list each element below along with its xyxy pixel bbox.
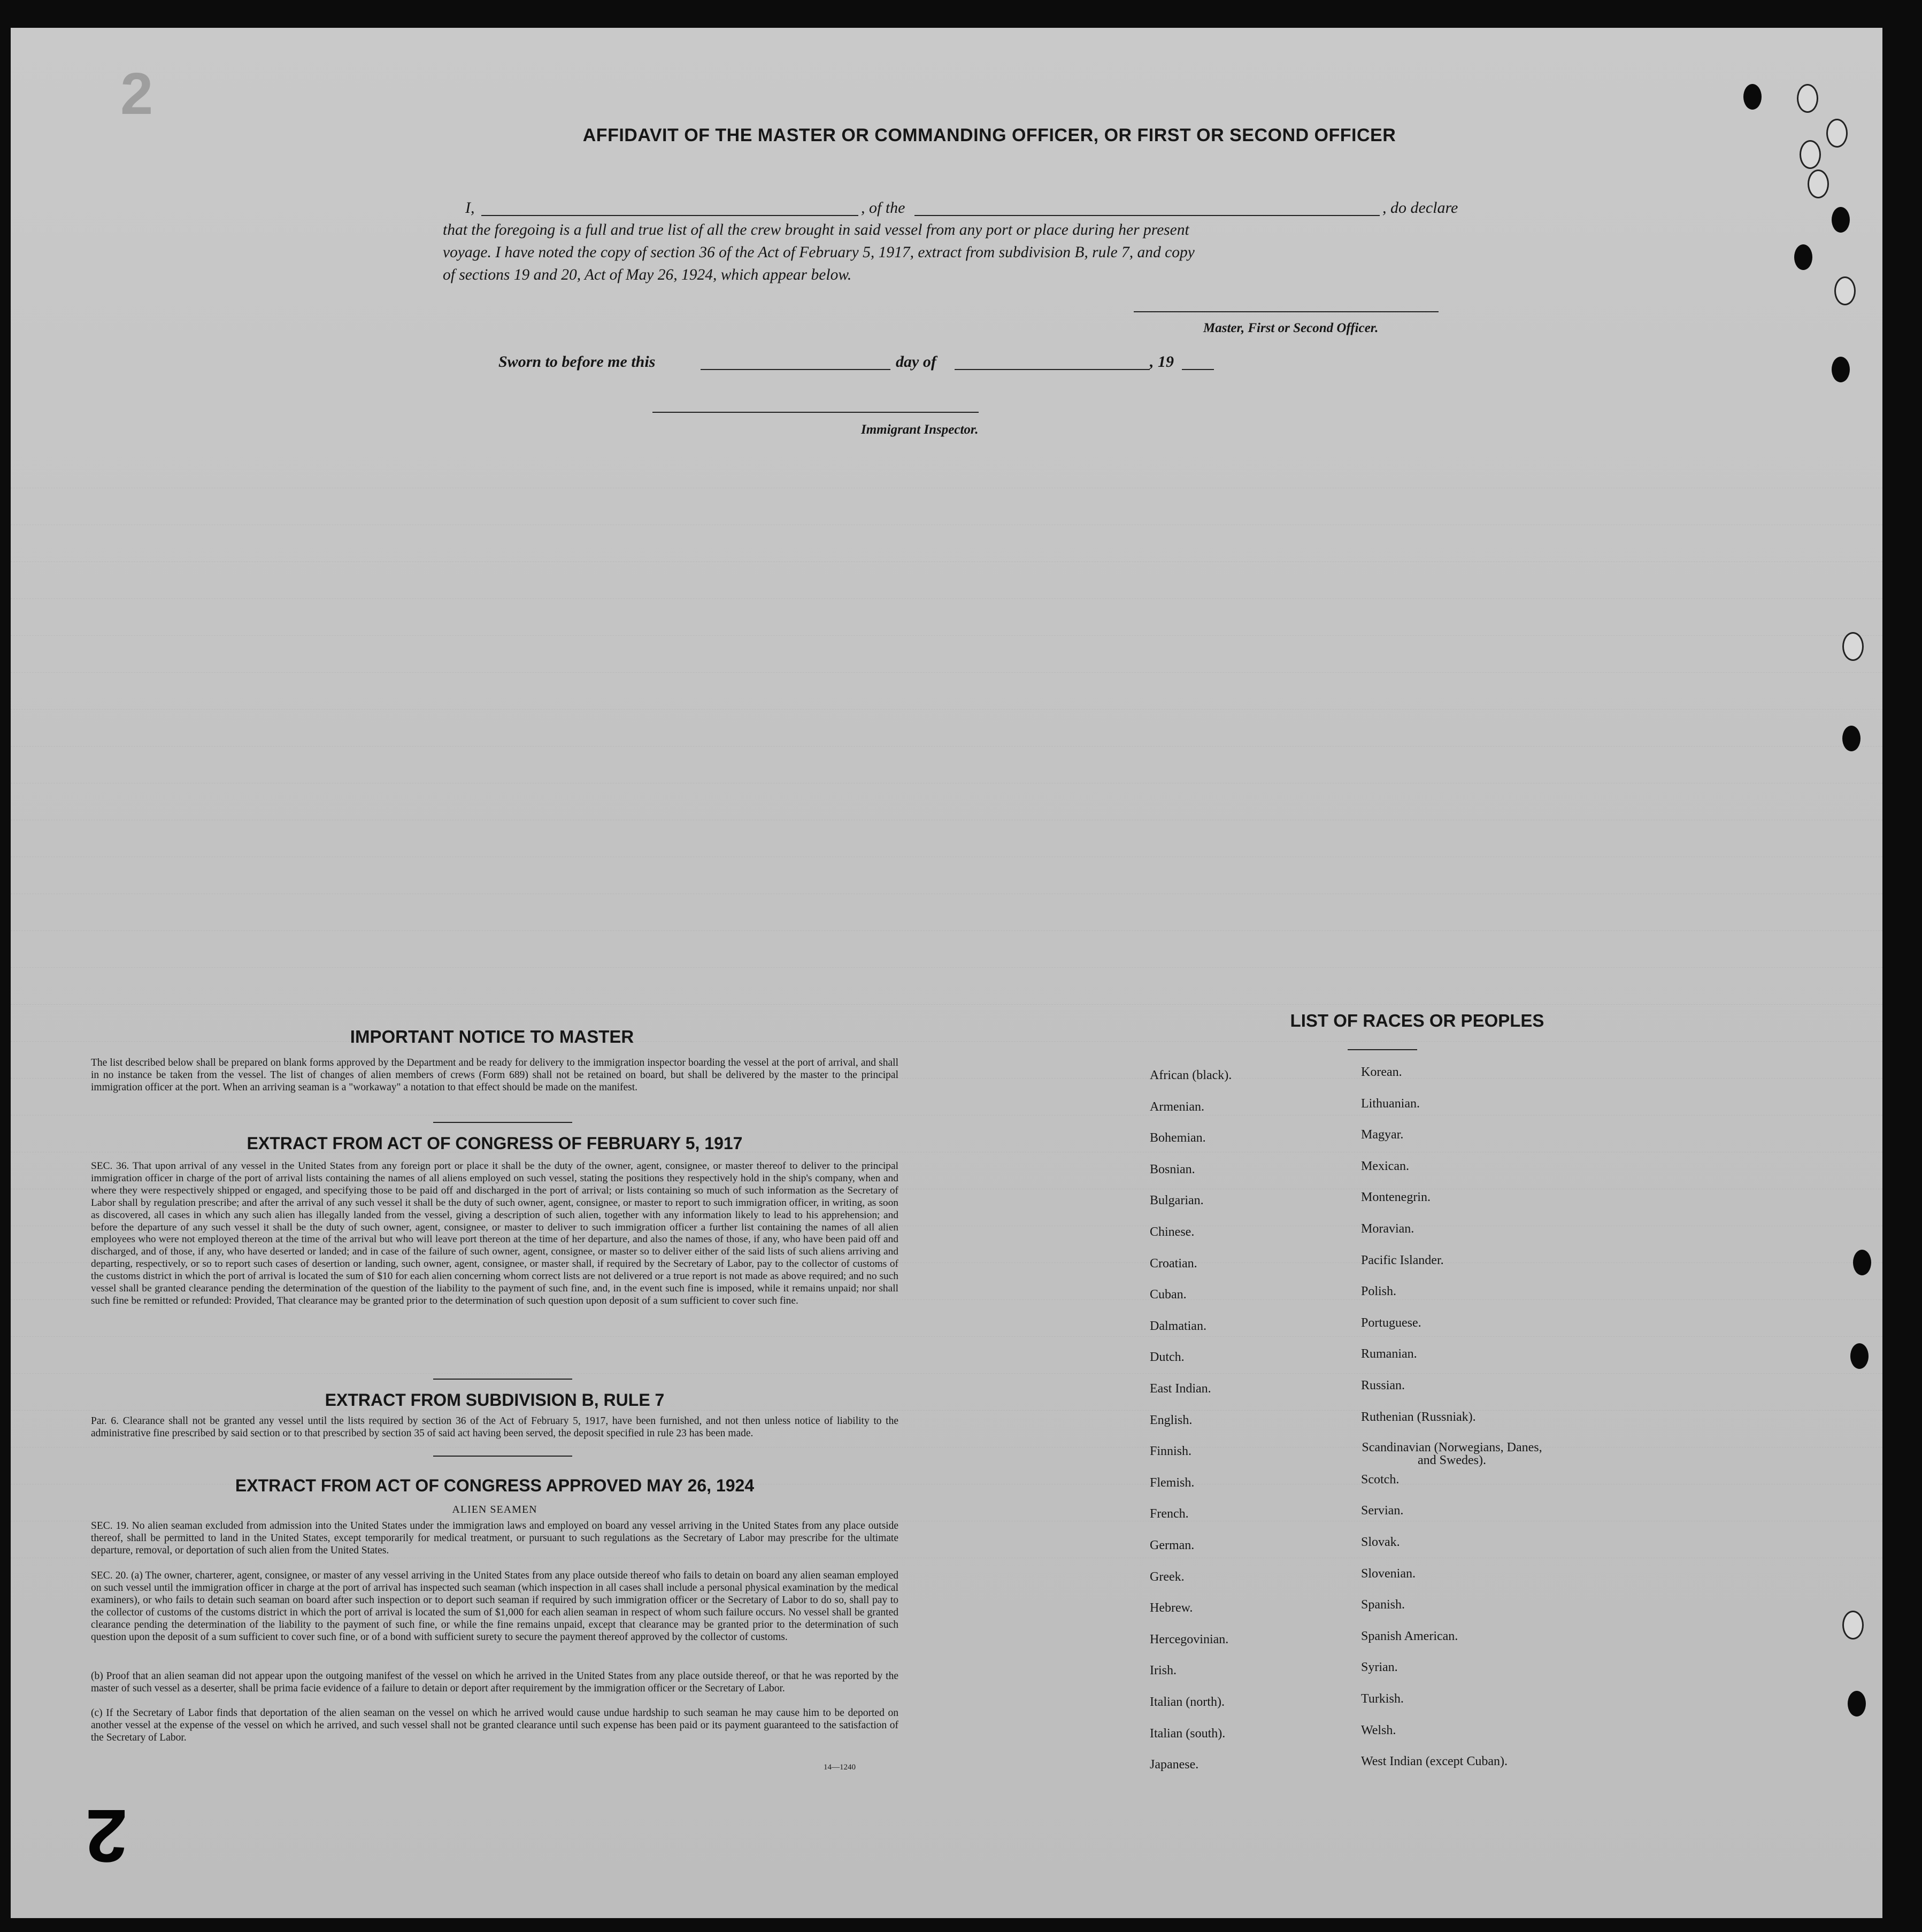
- race-item: Armenian.: [1150, 1099, 1204, 1114]
- sworn-date-line: [701, 369, 890, 370]
- binder-hole: [1832, 207, 1850, 233]
- binder-hole: [1842, 632, 1864, 661]
- binder-hole: [1797, 84, 1818, 113]
- race-item: French.: [1150, 1507, 1189, 1521]
- bleed-through-row: [11, 935, 1882, 968]
- affidavit-signature-caption: Master, First or Second Officer.: [1203, 321, 1379, 335]
- race-item: African (black).: [1150, 1068, 1232, 1082]
- bleed-through-row: [11, 677, 1882, 710]
- bleed-through-row: [11, 751, 1882, 783]
- extract-1917-title: EXTRACT FROM ACT OF CONGRESS OF FEBRUARY 5, 1917: [247, 1134, 743, 1153]
- race-item: Italian (south).: [1150, 1726, 1226, 1741]
- bleed-through-row: [11, 1304, 1882, 1337]
- race-item: Rumanian.: [1361, 1347, 1417, 1361]
- binder-hole: [1842, 1611, 1864, 1639]
- race-item: Flemish.: [1150, 1475, 1195, 1490]
- binder-hole: [1842, 726, 1861, 751]
- binder-hole: [1850, 1343, 1869, 1369]
- race-item: Ruthenian (Russniak).: [1361, 1410, 1476, 1424]
- extract-1917-divider: [433, 1379, 572, 1380]
- binder-hole: [1834, 276, 1856, 305]
- race-item: Dalmatian.: [1150, 1319, 1206, 1333]
- extract-1924-sec20a: SEC. 20. (a) The owner, charterer, agent, consignee, or master of any vessel arriving in the United States from any place outside thereof who fails to detain on board any alien seaman employed on such vessel until the immigration officer in charge at the port of arrival has inspected such seaman (which inspection in all cases shall include a personal physical examination by the medical examiners), or who fails to detain such seaman on board after such inspection or to deport such seaman if required by such immigration officer or the Secretary of Labor to do so, shall pay to the collector of customs of the customs district in which the port of arrival is located the sum of $1,000 for each alien seaman in respect of whom such failure occurs. No vessel shall be granted clearance pending the determination of the liability to the payment of such fine, or while the fine remains unpaid, except that clearance may be granted prior to the determination of such question upon the deposit of a sum sufficient to cover such fine, or of a bond with sufficient surety to secure the payment thereof approved by the collector of customs.: [91, 1570, 898, 1643]
- race-item: Lithuanian.: [1361, 1096, 1420, 1111]
- bleed-through-row: [11, 1341, 1882, 1374]
- race-item: Irish.: [1150, 1664, 1177, 1678]
- extract-rule7-divider: [433, 1456, 572, 1457]
- race-item: Korean.: [1361, 1065, 1402, 1079]
- bottom-page-mark: 2: [86, 1794, 127, 1878]
- bleed-through-row: [11, 898, 1882, 931]
- extract-1917-body: SEC. 36. That upon arrival of any vessel in the United States from any foreign port or place it shall be the duty of the owner, agent, consignee, or master thereof to deliver to the principal immigration officer in charge of the port of arrival lists containing the names of all aliens employed on such vessel, stating the positions they respectively hold in the ship's company, when and where they were respectively shipped or engaged, and specifying those to be paid off and discharged in the port of arrival; or lists containing so much of such information as the Secretary of Labor shall by regulation prescribe; and after the arrival of any such vessel it shall be the duty of such owner, agent, consignee, or master to report to such immigration officer, in writing, as soon as discovered, all cases in which any such alien has illegally landed from the vessel, giving a description of such alien, together with any information likely to lead to his apprehension; and before the departure of any such vessel it shall be the duty of such owner, agent, consignee, or master to deliver to such immigration officer a further list containing the names of all alien employees who were not employed thereon at the time of the arrival but who will leave port thereon at the time of her departure, and also the names of those, if any, who have been paid off and discharged, and of those, if any, who have deserted or landed; and in case of the failure of such owner, agent, consignee, or master so to deliver either of the said lists of such aliens arriving and departing, respectively, or so to report such cases of desertion or landing, such owner, agent, consignee, or master shall, if required by the Secretary of Labor, pay to the collector of customs of the customs district in which the port of arrival is located the sum of $10 for each alien concerning whom correct lists are not delivered or a true report is not made as above required; and no such vessel shall be granted clearance pending the determination of the question of the liability to the payment of such fine, and, in the event such fine is imposed, while it remains unpaid; nor shall such fine be remitted or refunded: Provided, That clearance may be granted prior to the determination of such question upon deposit of a sum sufficient to cover such fine.: [91, 1160, 898, 1306]
- day-of-label: day of: [896, 353, 936, 371]
- race-item: Scandinavian (Norwegians, Danes, and Swedes).: [1362, 1441, 1542, 1468]
- race-item: Turkish.: [1361, 1692, 1404, 1706]
- race-item: West Indian (except Cuban).: [1361, 1754, 1508, 1769]
- race-item: English.: [1150, 1413, 1193, 1427]
- races-title: LIST OF RACES OR PEOPLES: [1290, 1011, 1544, 1030]
- extract-1924-sec20c: (c) If the Secretary of Labor finds that deportation of the alien seaman on the vessel on which he arrived would cause undue hardship to such seaman he may cause him to be deported on another vessel at the expense of the vessel on which he arrived, and such vessel shall not be granted clearance until such expense has been paid or its payment guaranteed to the satisfaction of the Secretary of Labor.: [91, 1707, 898, 1743]
- extract-1924-sec20b: (b) Proof that an alien seaman did not appear upon the outgoing manifest of the vessel on which he arrived in the United States from any place outside thereof, or that he was reported by the master of such vessel as a deserter, shall be prima facie evidence of a failure to detain or deport after requirement by the immigration officer or the Secretary of Labor.: [91, 1671, 898, 1694]
- extract-1924-title: EXTRACT FROM ACT OF CONGRESS APPROVED MAY 26, 1924: [235, 1476, 755, 1495]
- race-item: Slovenian.: [1361, 1566, 1416, 1581]
- bleed-through-row: [11, 456, 1882, 488]
- bleed-through-row: [11, 788, 1882, 820]
- race-item: Polish.: [1361, 1284, 1397, 1299]
- bleed-through-row: [11, 566, 1882, 599]
- race-item: Bulgarian.: [1150, 1194, 1204, 1208]
- bleed-through-row: [11, 825, 1882, 857]
- form-number: 14—1240: [824, 1763, 856, 1772]
- race-item: Italian (north).: [1150, 1695, 1225, 1709]
- race-item: Servian.: [1361, 1504, 1404, 1518]
- bleed-through-row: [11, 492, 1882, 525]
- notice-title: IMPORTANT NOTICE TO MASTER: [350, 1027, 634, 1046]
- race-item: Bohemian.: [1150, 1131, 1206, 1145]
- inspector-signature-line: [652, 412, 979, 413]
- bleed-through-row: [11, 603, 1882, 636]
- affidavit-i-label: I,: [465, 199, 475, 217]
- race-item: Montenegrin.: [1361, 1190, 1431, 1205]
- affidavit-vessel-line: [914, 215, 1380, 216]
- race-item: Dutch.: [1150, 1350, 1185, 1365]
- binder-hole: [1853, 1250, 1871, 1275]
- binder-hole: [1832, 357, 1850, 382]
- race-item: Scotch.: [1361, 1472, 1400, 1487]
- month-line: [955, 369, 1150, 370]
- binder-hole: [1808, 170, 1829, 198]
- affidavit-line-4: of sections 19 and 20, Act of May 26, 1924, which appear below.: [443, 266, 852, 283]
- affidavit-title: AFFIDAVIT OF THE MASTER OR COMMANDING OFFICER, OR FIRST OR SECOND OFFICER: [582, 125, 1396, 145]
- binder-hole: [1826, 119, 1848, 148]
- race-item: Syrian.: [1361, 1660, 1398, 1675]
- affidavit-name-line: [481, 215, 858, 216]
- race-item: Finnish.: [1150, 1444, 1192, 1459]
- race-item: Slovak.: [1361, 1535, 1400, 1549]
- extract-rule7-body: Par. 6. Clearance shall not be granted any vessel until the lists required by section 36 of the Act of February 5, 1917, have been furnished, and not then unless notice of liability to the administrative fine prescribed by said section or to that prescribed by section 35 of said act having been served, the deposit specified in rule 23 has been made.: [91, 1415, 898, 1439]
- affidavit-signature-line: [1134, 311, 1439, 312]
- bleed-through-row: [11, 714, 1882, 746]
- race-item: Japanese.: [1150, 1758, 1199, 1772]
- affidavit-line-2: that the foregoing is a full and true list of all the crew brought in said vessel from any port or place during her present: [443, 221, 1189, 238]
- extract-1924-sec19: SEC. 19. No alien seaman excluded from admission into the United States under the immigration laws and employed on board any vessel arriving in the United States from any place outside thereof, shall be permitted to land in the United States, except temporarily for medical treatment, or pursuant to such regulations as the Secretary of Labor may prescribe for the ultimate departure, removal, or deportation of such alien from the United States.: [91, 1520, 898, 1556]
- binder-hole: [1848, 1691, 1866, 1717]
- document-page: [11, 28, 1882, 1918]
- race-item: Hebrew.: [1150, 1601, 1193, 1615]
- race-item: Spanish.: [1361, 1598, 1405, 1612]
- race-item: German.: [1150, 1538, 1195, 1552]
- affidavit-of-the-label: , of the: [861, 199, 905, 217]
- sworn-label: Sworn to before me this: [498, 353, 656, 371]
- bleed-through-row: [11, 529, 1882, 562]
- binder-hole: [1743, 84, 1762, 110]
- year-line: [1182, 369, 1214, 370]
- notice-divider: [433, 1122, 572, 1123]
- corner-page-mark: 2: [120, 61, 153, 127]
- race-item: Pacific Islander.: [1361, 1253, 1444, 1267]
- inspector-caption: Immigrant Inspector.: [861, 422, 979, 437]
- race-item: Portuguese.: [1361, 1315, 1421, 1330]
- race-item: Bosnian.: [1150, 1162, 1195, 1176]
- notice-body: The list described below shall be prepared on blank forms approved by the Department and be ready for delivery to the immigration inspector boarding the vessel at the port of arrival, and shall in no instance be taken from the vessel. The list of changes of alien members of crews (Form 689) shall not be retained on board, but shall be delivered by the master to the principal immigration officer at the port. When an arriving seaman is a "workaway" a notation to that effect should be made on the manifest.: [91, 1057, 898, 1093]
- race-item: Spanish American.: [1361, 1629, 1458, 1643]
- year-label: , 19: [1150, 353, 1174, 371]
- race-item: Magyar.: [1361, 1128, 1404, 1142]
- binder-hole: [1794, 244, 1812, 270]
- race-item: Greek.: [1150, 1569, 1185, 1584]
- bleed-through-row: [11, 640, 1882, 673]
- race-item: Mexican.: [1361, 1159, 1409, 1173]
- race-item: East Indian.: [1150, 1382, 1211, 1396]
- affidavit-declare-label: , do declare: [1382, 199, 1458, 217]
- affidavit-line-3: voyage. I have noted the copy of section 36 of the Act of February 5, 1917, extract from subdivision B, rule 7, and copy: [443, 244, 1195, 261]
- bleed-through-row: [11, 972, 1882, 1005]
- race-item: Hercegovinian.: [1150, 1632, 1229, 1646]
- race-item: Russian.: [1361, 1379, 1405, 1392]
- extract-rule7-title: EXTRACT FROM SUBDIVISION B, RULE 7: [325, 1390, 665, 1410]
- race-item: Cuban.: [1150, 1288, 1187, 1302]
- races-divider: [1348, 1049, 1417, 1050]
- race-item: Croatian.: [1150, 1256, 1197, 1271]
- extract-1924-subtitle: ALIEN SEAMEN: [452, 1504, 537, 1515]
- bleed-through-row: [11, 861, 1882, 894]
- binder-hole: [1800, 140, 1821, 169]
- race-item: Moravian.: [1361, 1222, 1414, 1236]
- race-item: Welsh.: [1361, 1723, 1396, 1737]
- race-item: Chinese.: [1150, 1225, 1195, 1239]
